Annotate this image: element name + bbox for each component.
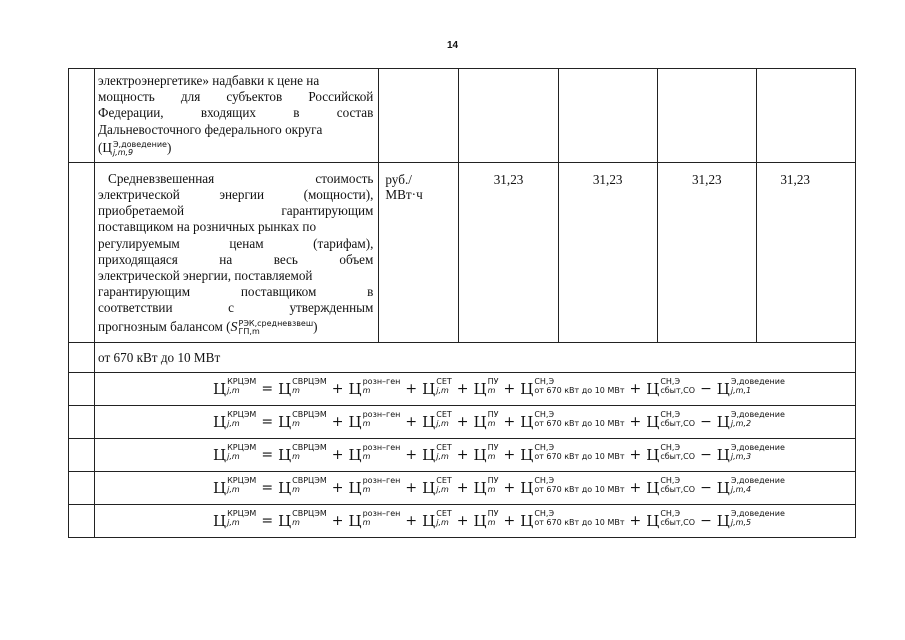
value-cell	[558, 69, 657, 163]
formula-term: Ц Э,доведение j,m,5	[716, 509, 785, 530]
formula-term: Ц ПУ m	[473, 509, 499, 530]
formula-term: Ц СЕТ j,m	[422, 509, 452, 530]
formula-term: Ц СН,Э от 670 кВт до 10 МВт	[520, 443, 625, 464]
formula-cell	[95, 373, 856, 406]
formula-operator: +	[503, 512, 516, 529]
formula-term: Ц Э,доведение j,m,3	[716, 443, 785, 464]
symbol-line: прогнозным балансом (S РЭК,средневзвеш ГП,m )	[98, 318, 318, 336]
formula-term: Ц Э,доведение j,m,2	[716, 410, 785, 431]
formula-operator: −	[700, 512, 712, 529]
formula-cell	[95, 472, 856, 505]
formula-operator: +	[456, 446, 469, 463]
formula-term: Ц СН,Э сбыт,СО	[646, 377, 696, 398]
value-cell	[756, 69, 855, 163]
text-line: приходящаяся на весь объем	[98, 251, 374, 267]
formula-term: Ц СВРЦЭМ m	[278, 410, 327, 431]
formula-operator: +	[629, 413, 642, 430]
value-cell: 31,23	[657, 162, 756, 342]
formula-term: Ц СН,Э от 670 кВт до 10 МВт	[520, 377, 625, 398]
text-line: Средневзвешенная стоимость	[108, 170, 374, 186]
formula-term: Ц СЕТ j,m	[422, 377, 452, 398]
text-line: соответствии с утвержденным	[98, 300, 374, 316]
formula-term: Ц розн–ген m	[348, 476, 401, 497]
text-line: гарантирующим поставщиком в	[98, 284, 374, 300]
formula-operator: +	[331, 512, 344, 529]
formula-term: Ц СН,Э сбыт,СО	[646, 410, 696, 431]
formula-operator: +	[629, 446, 642, 463]
text-line: Федерации, входящих в состав	[98, 105, 374, 121]
symbol-scripts: РЭК,средневзвеш ГП,m	[238, 318, 314, 336]
formula-operator: +	[456, 512, 469, 529]
formula-term: Ц ПУ m	[473, 410, 499, 431]
formula	[95, 505, 855, 537]
formula-term: Ц СВРЦЭМ m	[278, 377, 327, 398]
text-line: регулируемым ценам (тарифам),	[98, 235, 374, 251]
formula-term: Ц Э,доведение j,m,4	[716, 476, 785, 497]
formula-term: Ц розн–ген m	[348, 410, 401, 431]
formula-operator: +	[629, 512, 642, 529]
formula-operator: +	[405, 413, 418, 430]
text-line: мощность для субъектов Российской	[98, 89, 374, 105]
range-label: от 670 кВт до 10 МВт	[98, 349, 221, 365]
row-number-cell	[69, 406, 95, 439]
unit-cell	[379, 162, 459, 342]
formula-row	[69, 472, 856, 505]
formula-term: Ц СВРЦЭМ m	[278, 476, 327, 497]
formula-operator: =	[261, 512, 274, 529]
formula-operator: +	[405, 446, 418, 463]
formula	[95, 472, 855, 504]
formula-row	[69, 373, 856, 406]
description-cell	[95, 162, 379, 342]
row-number-cell	[69, 162, 95, 342]
formula-term: Ц СН,Э сбыт,СО	[646, 509, 696, 530]
formula-term: Ц розн–ген m	[348, 443, 401, 464]
formula-term: Ц СН,Э сбыт,СО	[646, 443, 696, 464]
formula-operator: +	[331, 413, 344, 430]
formula-term: Ц КРЦЭМ j,m	[213, 476, 257, 497]
formula-operator: −	[700, 479, 712, 496]
formula	[95, 373, 855, 405]
formula-row	[69, 406, 856, 439]
formula-term: Ц ПУ m	[473, 443, 499, 464]
formula-operator: +	[503, 479, 516, 496]
description-cell	[95, 69, 379, 163]
formula-term: Ц ПУ m	[473, 476, 499, 497]
formula-operator: +	[405, 380, 418, 397]
table-row	[69, 69, 856, 163]
formula	[95, 406, 855, 438]
formula-operator: +	[503, 413, 516, 430]
text-line: Дальневосточного федерального округа	[98, 121, 323, 137]
tariff-table	[68, 68, 856, 538]
range-label-cell	[95, 342, 856, 372]
symbol-scripts: Э,доведение j,m,9	[112, 139, 167, 157]
formula-operator: +	[405, 479, 418, 496]
formula-operator: +	[503, 380, 516, 397]
unit-line: МВт·ч	[385, 186, 423, 202]
formula-operator: −	[700, 446, 712, 463]
formula-term: Ц СН,Э от 670 кВт до 10 МВт	[520, 509, 625, 530]
formula-cell	[95, 406, 856, 439]
formula-term: Ц СЕТ j,m	[422, 443, 452, 464]
unit-cell	[379, 69, 459, 163]
formula-term: Ц СН,Э сбыт,СО	[646, 476, 696, 497]
formula-operator: +	[456, 380, 469, 397]
value-cell	[459, 69, 558, 163]
row-number-cell	[69, 342, 95, 372]
formula-operator: =	[261, 479, 274, 496]
row-number-cell	[69, 373, 95, 406]
formula	[95, 439, 855, 471]
formula-term: Ц СВРЦЭМ m	[278, 443, 327, 464]
formula-term: Ц СВРЦЭМ m	[278, 509, 327, 530]
text-line: электрической энергии, поставляемой	[98, 268, 313, 283]
formula-operator: +	[405, 512, 418, 529]
formula-term: Ц КРЦЭМ j,m	[213, 509, 257, 530]
text-line: приобретаемой гарантирующим	[98, 203, 374, 219]
formula-term: Ц розн–ген m	[348, 509, 401, 530]
text-line: поставщиком на розничных рынках по	[98, 219, 317, 235]
value-cell: 31,23	[558, 162, 657, 342]
formula-operator: +	[331, 380, 344, 397]
table-row	[69, 342, 856, 372]
formula-operator: +	[331, 479, 344, 496]
unit-line: руб./	[385, 171, 412, 187]
formula-cell	[95, 439, 856, 472]
formula-term: Ц КРЦЭМ j,m	[213, 410, 257, 431]
row-number-cell	[69, 505, 95, 538]
value-cell: 31,23	[459, 162, 558, 342]
text-line: электроэнергетике» надбавки к цене на	[98, 73, 320, 88]
table-row	[69, 162, 856, 342]
formula-operator: +	[456, 413, 469, 430]
formula-term: Ц ПУ m	[473, 377, 499, 398]
formula-term: Ц Э,доведение j,m,1	[716, 377, 785, 398]
value-cell: 31,23	[756, 162, 855, 342]
symbol-line: (Ц Э,доведение j,m,9 )	[98, 139, 172, 157]
formula-operator: +	[456, 479, 469, 496]
formula-term: Ц КРЦЭМ j,m	[213, 377, 257, 398]
formula-operator: +	[331, 446, 344, 463]
formula-operator: −	[700, 380, 712, 397]
formula-term: Ц СЕТ j,m	[422, 410, 452, 431]
formula-row	[69, 505, 856, 538]
page-number: 14	[446, 40, 459, 51]
formula-operator: =	[261, 446, 274, 463]
formula-operator: +	[503, 446, 516, 463]
formula-term: Ц КРЦЭМ j,m	[213, 443, 257, 464]
formula-row	[69, 439, 856, 472]
formula-term: Ц СН,Э от 670 кВт до 10 МВт	[520, 476, 625, 497]
value-cell	[657, 69, 756, 163]
formula-term: Ц СЕТ j,m	[422, 476, 452, 497]
formula-cell	[95, 505, 856, 538]
row-number-cell	[69, 439, 95, 472]
text-line: электрической энергии (мощности),	[98, 186, 374, 202]
formula-term: Ц СН,Э от 670 кВт до 10 МВт	[520, 410, 625, 431]
formula-term: Ц розн–ген m	[348, 377, 401, 398]
row-number-cell	[69, 69, 95, 163]
row-number-cell	[69, 472, 95, 505]
formula-operator: =	[261, 380, 274, 397]
formula-operator: −	[700, 413, 712, 430]
formula-operator: +	[629, 380, 642, 397]
formula-operator: =	[261, 413, 274, 430]
formula-operator: +	[629, 479, 642, 496]
